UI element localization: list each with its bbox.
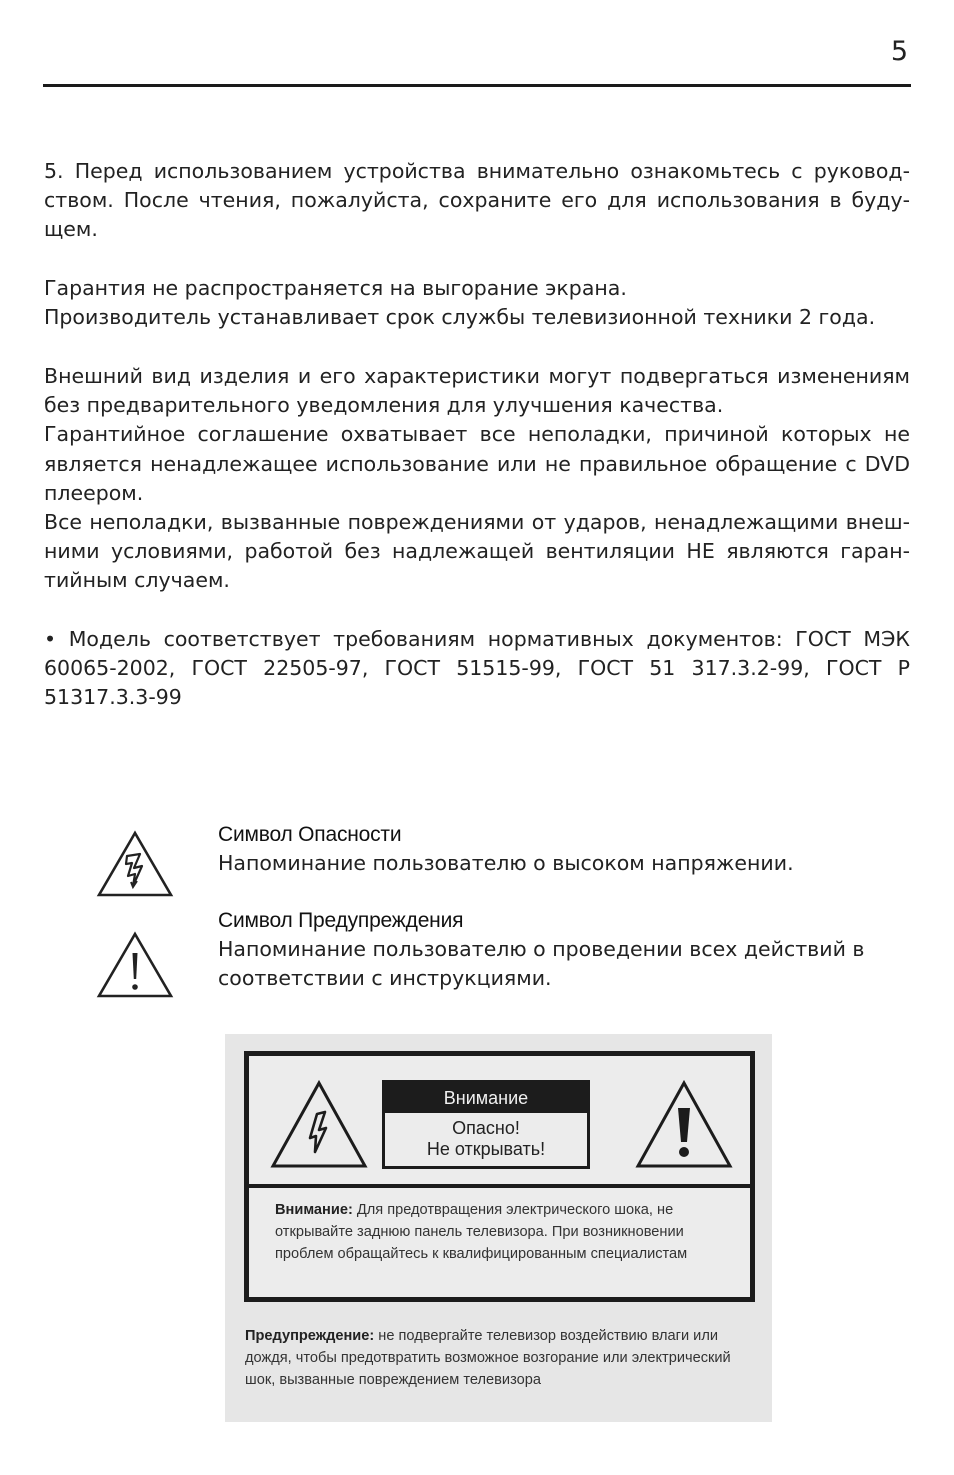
warning-inner-lead: Внимание: (275, 1202, 353, 1218)
warning-bottom-text (245, 1325, 760, 1391)
paragraph-appearance-changes: Внешний вид изделия и его характеристики могут подвергаться изменениям без предварительного уведомления для улучшения качества. (44, 364, 910, 418)
danger-symbol-title: Символ Опасности (218, 823, 402, 846)
warning-label-panel (225, 1034, 772, 1422)
header-rule (43, 84, 911, 87)
standards-paragraph (44, 625, 910, 713)
paragraph-service-life: Производитель устанавливает срок службы телевизионной техники 2 года. (44, 305, 876, 330)
caution-body (385, 1113, 587, 1160)
warranty-paragraph (44, 274, 910, 332)
paragraph-read-manual: 5. Перед использованием устройства внимательно ознакомьтесь с руководством. После чтения, пожалуйста, сохраните его для использования в будущем. (44, 159, 910, 242)
caution-header: Внимание (385, 1083, 587, 1113)
caution-box (382, 1080, 590, 1169)
caution-danger-text: Опасно! (452, 1118, 520, 1138)
paragraph-warranty-coverage: Гарантийное соглашение охватывает все неполадки, причиной которых не является ненадлежащее использование или не правильное обращение с DVD плеером. (44, 422, 910, 505)
exclamation-triangle-icon (634, 1078, 734, 1170)
high-voltage-warning-icon (96, 830, 174, 898)
paragraph-screen-burn: Гарантия не распространяется на выгорание экрана. (44, 276, 627, 300)
paragraph-standards: • Модель соответствует требованиям нормативных документов: ГОСТ МЭК 60065-2002, ГОСТ 22505-97, ГОСТ 51515-99, ГОСТ 51 317.3.2-99, ГОСТ Р 51317.3.3-99 (44, 627, 910, 710)
warning-inner-text (275, 1199, 745, 1265)
exclamation-warning-icon (96, 931, 174, 999)
caution-do-not-open-text: Не открывать! (426, 1139, 546, 1159)
lightning-triangle-icon (269, 1078, 369, 1170)
page-number: 5 (890, 36, 908, 67)
conditions-paragraph (44, 362, 910, 596)
intro-paragraph (44, 157, 910, 245)
caution-symbol-description: Напоминание пользователю о проведении всех действий в соответствии с инструкциями. (218, 937, 865, 990)
warning-divider (249, 1184, 750, 1188)
warning-bottom-lead: Предупреждение: (245, 1328, 375, 1344)
caution-symbol-title: Символ Предупреждения (218, 909, 464, 932)
paragraph-warranty-exclusions: Все неполадки, вызванные повреждениями от ударов, ненадлежащими внешними условиями, работой без надлежащей вентиляции НЕ являются гарантийным случаем. (44, 510, 910, 593)
warning-bottom-body: не подвергайте телевизор воздействию влаги или дождя, чтобы предотвратить возможное возгорание или электрический шок, вызванные повреждением телевизора (245, 1328, 731, 1388)
warning-label-frame (244, 1051, 755, 1302)
warning-inner-body: Для предотвращения электрического шока, не открывайте заднюю панель телевизора. При возникновении проблем обращайтесь к квалифицированным специалистам (275, 1202, 688, 1262)
danger-symbol-description: Напоминание пользователю о высоком напряжении. (218, 851, 794, 875)
